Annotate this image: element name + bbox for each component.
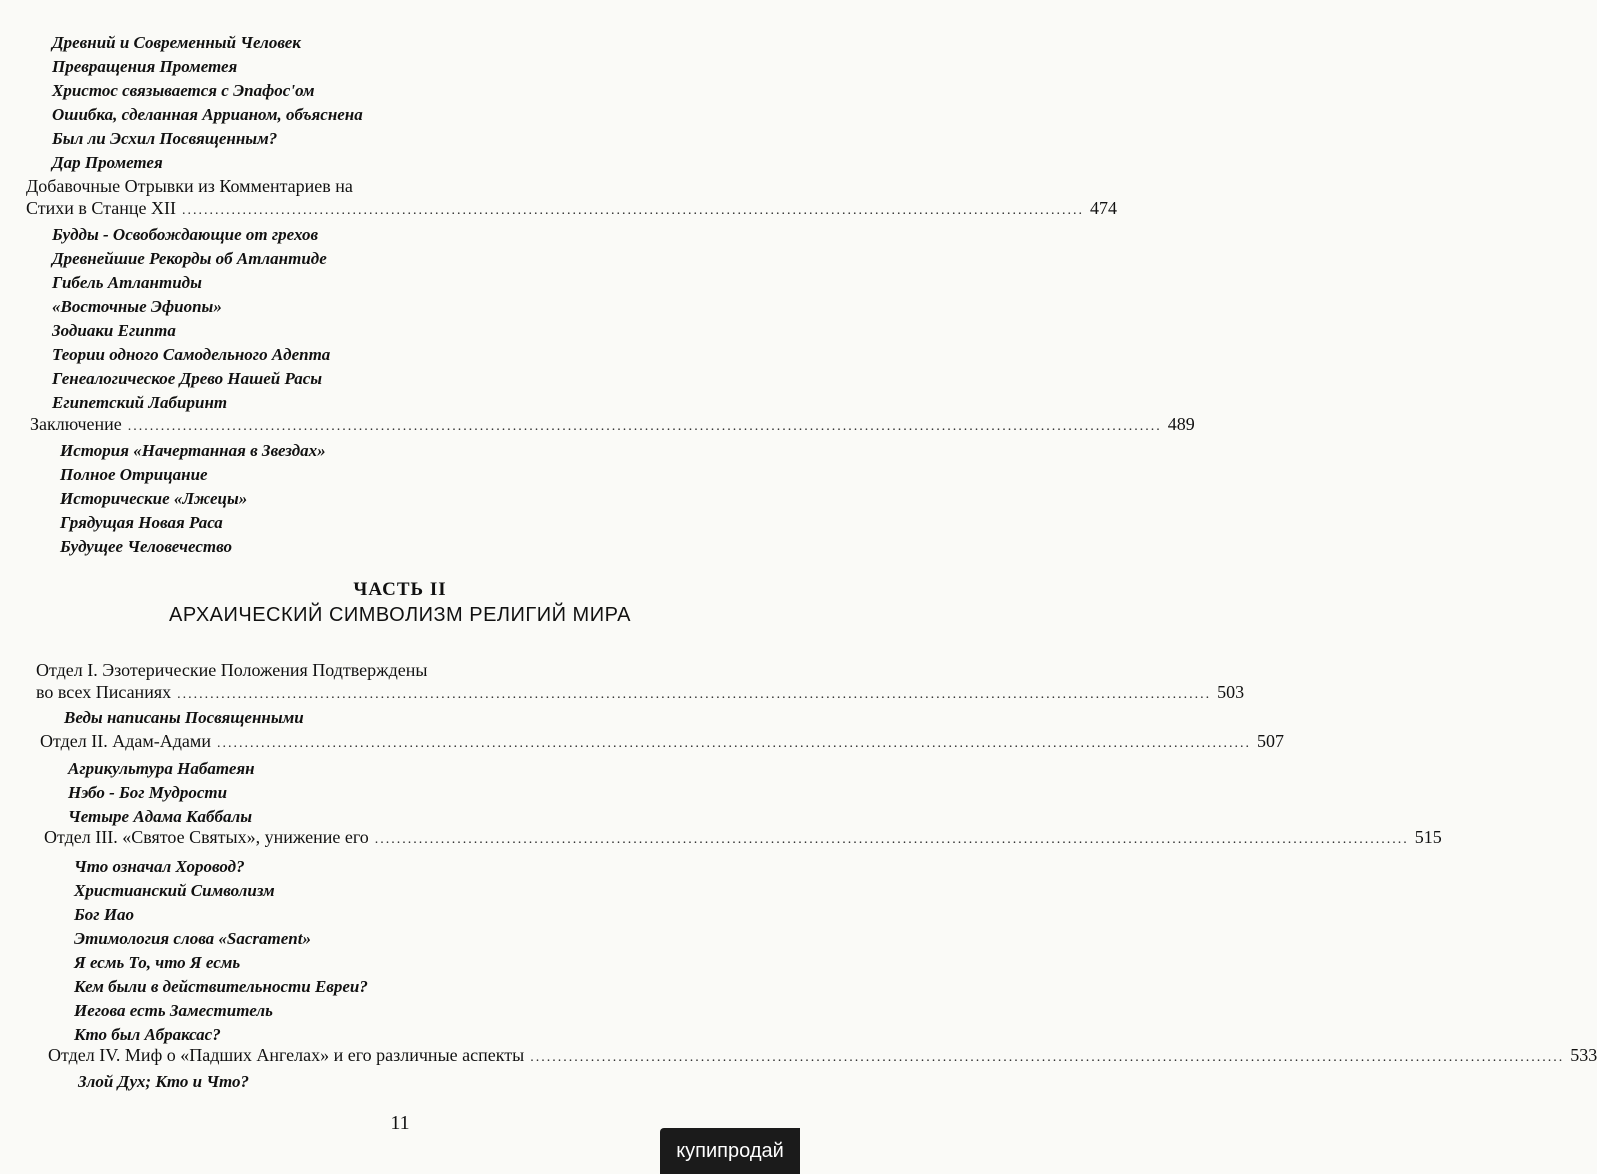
- toc-sub-item: «Восточные Эфиопы»: [52, 297, 222, 316]
- toc-entry-title: Отдел I. Эзотерические Положения Подтверждены: [36, 660, 428, 680]
- toc-entry: [48, 1044, 1597, 1069]
- toc-entry-title: Отдел IV. Миф о «Падших Ангелах» и его различные аспекты: [48, 1045, 525, 1065]
- toc-entry: [30, 413, 1195, 438]
- toc-sub-item: Иегова есть Заместитель: [74, 1001, 273, 1020]
- toc-page-number: 474: [1090, 198, 1117, 218]
- leader-dots: ............................................................................................................................................................................................: [127, 419, 1162, 434]
- toc-sub-item: Христос связывается с Эпафос'ом: [52, 81, 315, 100]
- toc-sub-item: Был ли Эсхил Посвященным?: [52, 129, 278, 148]
- toc-sub-item: Этимология слова «Sacrament»: [74, 929, 311, 948]
- toc-sub-item: История «Начертанная в Звездах»: [60, 441, 326, 460]
- toc-sub-item: Веды написаны Посвященными: [64, 708, 304, 727]
- toc-sub-item: Полное Отрицание: [60, 465, 208, 484]
- leader-dots: ............................................................................................................................................................................................: [177, 687, 1212, 702]
- toc-sub-item: Будды - Освобождающие от грехов: [52, 225, 319, 244]
- page-number: 11: [390, 1112, 410, 1134]
- toc-sub-item: Гибель Атлантиды: [52, 273, 202, 292]
- part-title: ЧАСТЬ II: [353, 579, 447, 600]
- toc-sub-item: Ошибка, сделанная Аррианом, объяснена: [52, 105, 363, 124]
- toc-entry: [40, 730, 1284, 755]
- toc-entry-title: Стихи в Станце XII: [26, 198, 176, 218]
- toc-sub-item: Древний и Современный Человек: [52, 33, 301, 52]
- toc-sub-item: Теории одного Самодельного Адепта: [52, 345, 331, 364]
- toc-sub-item: Кто был Абраксас?: [74, 1025, 221, 1044]
- toc-entry-title: Заключение: [30, 414, 122, 434]
- toc-sub-item: Генеалогическое Древо Нашей Расы: [52, 369, 323, 388]
- toc-sub-item: Что означал Хоровод?: [74, 857, 245, 876]
- toc-sub-item: Я есмь То, что Я есмь: [74, 953, 241, 972]
- toc-entry-title: Отдел II. Адам-Адами: [40, 731, 211, 751]
- toc-page-number: 489: [1167, 414, 1195, 434]
- part-subtitle: АРХАИЧЕСКИЙ СИМВОЛИЗМ РЕЛИГИЙ МИРА: [169, 604, 631, 626]
- toc-sub-item: Будущее Человечество: [60, 537, 233, 556]
- toc-sub-item: Зодиаки Египта: [52, 321, 176, 340]
- toc-page-number: 507: [1256, 731, 1284, 751]
- toc-page-number: 515: [1414, 827, 1442, 847]
- toc-sub-item: Древнейшие Рекорды об Атлантиде: [52, 249, 327, 268]
- watermark-text: купипродай: [676, 1139, 784, 1162]
- toc-sub-item: Дар Прометея: [52, 153, 163, 172]
- watermark-logo: [660, 1128, 800, 1174]
- toc-sub-item: Исторические «Лжецы»: [60, 489, 248, 508]
- toc-entry-title: Добавочные Отрывки из Комментариев на: [26, 176, 353, 196]
- leader-dots: ............................................................................................................................................................................................: [216, 736, 1251, 751]
- leader-dots: ............................................................................................................................................................................................: [530, 1050, 1565, 1065]
- toc-sub-item: Христианский Символизм: [74, 881, 275, 900]
- toc-entry: [26, 197, 1117, 222]
- toc-sub-item: Бог Иао: [74, 905, 135, 924]
- toc-sub-item: Превращения Прометея: [52, 57, 238, 76]
- toc-entry: [44, 826, 1442, 851]
- leader-dots: ............................................................................................................................................................................................: [374, 832, 1409, 847]
- toc-entry-title: во всех Писаниях: [36, 682, 172, 702]
- toc-sub-item: Египетский Лабиринт: [52, 393, 228, 412]
- toc-page-number: 533: [1570, 1045, 1597, 1065]
- leader-dots: ....................................................................................................................................................................: [182, 203, 1084, 218]
- toc-sub-item: Грядущая Новая Раса: [60, 513, 223, 532]
- toc-entry-title: Отдел III. «Святое Святых», унижение его: [44, 827, 369, 847]
- toc-sub-item: Злой Дух; Кто и Что?: [78, 1072, 250, 1091]
- toc-page-number: 503: [1217, 682, 1245, 702]
- toc-sub-item: Кем были в действительности Евреи?: [74, 977, 368, 996]
- toc-entry: [36, 681, 1245, 706]
- toc-sub-item: Четыре Адама Каббалы: [68, 807, 253, 826]
- toc-sub-item: Нэбо - Бог Мудрости: [68, 783, 228, 802]
- toc-sub-item: Агрикультура Набатеян: [68, 759, 255, 778]
